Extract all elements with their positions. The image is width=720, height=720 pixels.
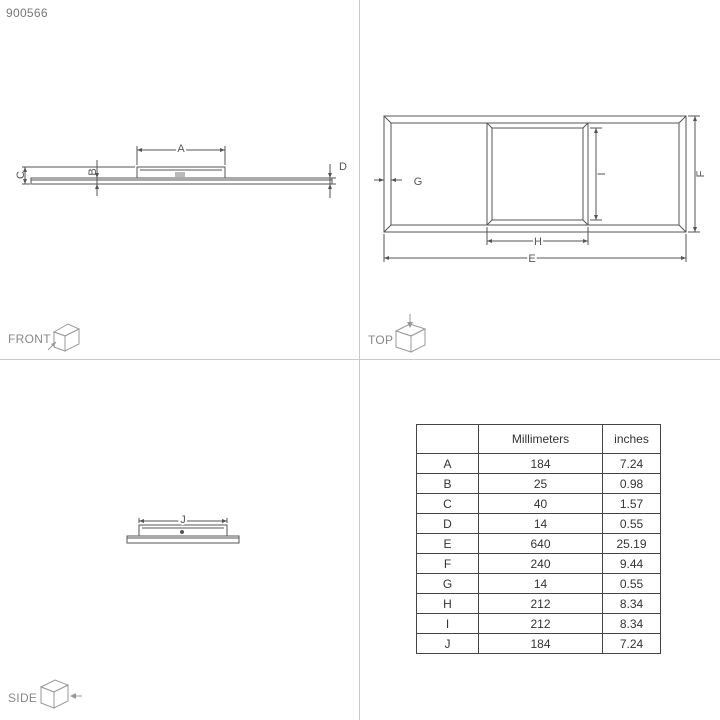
dim-label-d: D [339, 161, 347, 173]
dim-label-j: J [180, 514, 186, 526]
table-cell: G [417, 574, 479, 594]
table-row [417, 474, 661, 494]
table-cell: 0.55 [603, 574, 661, 594]
dim-label-a: A [177, 143, 185, 155]
front-view-label: FRONT [8, 332, 51, 346]
front-driver-box [137, 167, 225, 178]
table-cell: D [417, 514, 479, 534]
table-cell: 184 [479, 454, 603, 474]
table-header-row [417, 425, 661, 454]
table-cell: 14 [479, 574, 603, 594]
table-cell: 640 [479, 534, 603, 554]
dim-label-b: B [87, 168, 99, 176]
top-center-square-outer [487, 123, 588, 225]
table-cell: 9.44 [603, 554, 661, 574]
table-cell: 1.57 [603, 494, 661, 514]
table-header-cell: inches [603, 425, 661, 454]
top-cube-icon [392, 312, 432, 356]
side-view-drawing [0, 360, 359, 720]
dim-label-c: C [15, 171, 27, 179]
table-cell: 8.34 [603, 614, 661, 634]
top-panel-outer [384, 116, 686, 232]
dim-label-h: H [534, 236, 542, 248]
table-header-cell [417, 425, 479, 454]
front-cube-icon [46, 320, 82, 356]
table-row [417, 534, 661, 554]
dim-label-f: F [695, 170, 707, 178]
table-cell: 14 [479, 514, 603, 534]
table-cell: 40 [479, 494, 603, 514]
table-cell: 0.55 [603, 514, 661, 534]
dimension-table [416, 424, 661, 654]
side-cube-icon [38, 676, 84, 716]
front-view-drawing [0, 0, 359, 359]
table-cell: 7.24 [603, 454, 661, 474]
table-row [417, 514, 661, 534]
table-cell: F [417, 554, 479, 574]
top-view-label: TOP [368, 333, 394, 347]
table-cell: 8.34 [603, 594, 661, 614]
table-row [417, 614, 661, 634]
side-panel-outline [127, 536, 239, 543]
table-cell: I [417, 614, 479, 634]
table-cell: H [417, 594, 479, 614]
table-row [417, 554, 661, 574]
table-row [417, 454, 661, 474]
table-row [417, 574, 661, 594]
table-cell: 0.98 [603, 474, 661, 494]
dim-label-g: G [413, 176, 423, 188]
table-cell: E [417, 534, 479, 554]
front-driver-vents [176, 172, 184, 177]
table-header-cell: Millimeters [479, 425, 603, 454]
table-row [417, 634, 661, 654]
top-panel-inner [391, 123, 679, 225]
table-cell: 7.24 [603, 634, 661, 654]
table-cell: B [417, 474, 479, 494]
dim-label-e: E [528, 253, 536, 265]
table-cell: 25 [479, 474, 603, 494]
table-cell: A [417, 454, 479, 474]
side-screw [180, 530, 184, 534]
top-view-drawing [360, 0, 720, 359]
dim-label-i: I [596, 172, 608, 176]
table-row [417, 594, 661, 614]
table-cell: J [417, 634, 479, 654]
front-panel-outline [31, 178, 332, 184]
table-cell: 25.19 [603, 534, 661, 554]
table-row [417, 494, 661, 514]
table-cell: C [417, 494, 479, 514]
product-code: 900566 [6, 6, 48, 20]
table-cell: 212 [479, 594, 603, 614]
table-cell: 240 [479, 554, 603, 574]
table-cell: 184 [479, 634, 603, 654]
side-view-label: SIDE [8, 691, 38, 705]
table-cell: 212 [479, 614, 603, 634]
